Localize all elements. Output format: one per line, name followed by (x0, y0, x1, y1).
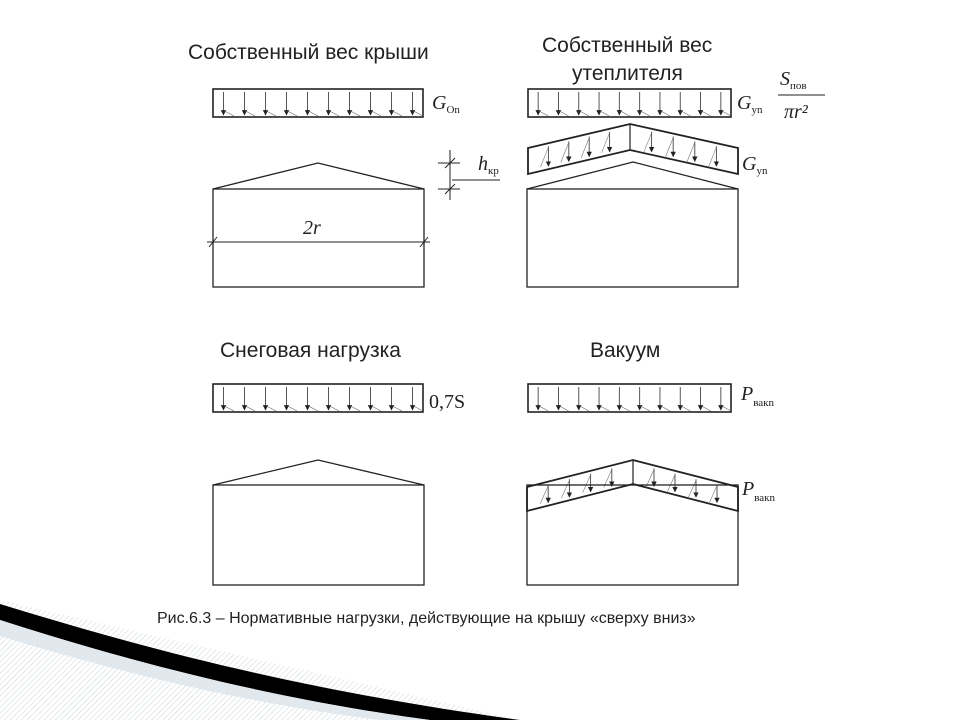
load-tick (620, 406, 629, 411)
load-tick (414, 406, 424, 411)
sloped-diagonal (540, 486, 548, 504)
sloped-diagonal (561, 142, 569, 162)
insulation-slope-label: $G_{уn}$ (742, 153, 768, 177)
vacuum-load-label: $P_{вакn}$ (741, 383, 774, 409)
sloped-diagonal (644, 133, 652, 153)
sloped-diagonal (602, 133, 610, 153)
snow-load-bar (213, 384, 423, 412)
vacuum-slope-label: $P_{вакn}$ (742, 478, 775, 504)
snow-load-label: 0,7S (429, 391, 466, 413)
panel-snow-load (213, 339, 465, 585)
load-tick (661, 406, 670, 411)
load-tick (246, 406, 256, 411)
fraction-denominator: πr² (784, 101, 808, 123)
load-tick (267, 406, 277, 411)
sloped-diagonal (709, 486, 717, 504)
sloped-diagonal (540, 147, 548, 167)
load-tick (309, 406, 319, 411)
load-tick (225, 406, 235, 411)
height-label: $h_{кр}$ (478, 153, 499, 177)
load-tick (288, 406, 298, 411)
load-tick (393, 406, 403, 411)
load-tick (330, 406, 340, 411)
load-tick (580, 406, 589, 411)
load-tick (225, 111, 235, 116)
panel-vacuum-title: Вакуум (590, 339, 661, 362)
load-tick (681, 111, 690, 116)
figure-caption: Рис.6.3 – Нормативные нагрузки, действующие на крышу «сверху вниз» (157, 610, 696, 627)
sloped-diagonal (561, 480, 569, 498)
load-tick (600, 111, 609, 116)
load-tick (539, 111, 548, 116)
load-tick (330, 111, 340, 116)
fraction-numerator: $S_{пов}$ (780, 68, 807, 92)
load-tick (246, 111, 256, 116)
sloped-diagonal (583, 475, 591, 493)
load-tick (681, 406, 690, 411)
load-tick (539, 406, 548, 411)
load-tick (414, 111, 424, 116)
load-tick (309, 111, 319, 116)
load-tick (372, 406, 382, 411)
panel-insulation-title-line2: утеплителя (572, 62, 683, 85)
load-tick (351, 111, 361, 116)
load-tick (722, 406, 731, 411)
roof-load-bar (213, 89, 423, 117)
load-tick (559, 111, 568, 116)
panel-insulation-title-line1: Собственный вес (542, 34, 713, 57)
insulation-load-label: $G_{уn}$ (737, 92, 763, 116)
load-tick (702, 406, 711, 411)
load-tick (372, 111, 382, 116)
sloped-diagonal (581, 138, 589, 158)
sloped-layer-outline (528, 124, 738, 174)
load-tick (702, 111, 711, 116)
sloped-diagonal (665, 138, 673, 158)
load-tick (267, 111, 277, 116)
load-tick (393, 111, 403, 116)
panel-vacuum-load (527, 339, 775, 585)
snow-roof-outline (213, 460, 424, 485)
snow-tank-wall (213, 485, 424, 585)
load-tick (641, 111, 650, 116)
load-tick (641, 406, 650, 411)
load-tick (722, 111, 731, 116)
panel-roof-title: Собственный вес крыши (188, 41, 429, 64)
insulation-tank-wall (527, 189, 738, 287)
panel-roof-weight (188, 41, 500, 287)
load-tick (620, 111, 629, 116)
sloped-diagonal (667, 475, 675, 493)
vacuum-tank-wall (527, 485, 738, 585)
sloped-diagonal (688, 480, 696, 498)
panel-insulation-weight (527, 34, 825, 287)
load-tick (351, 406, 361, 411)
vacuum-load-bar (528, 384, 731, 412)
panel-snow-title: Снеговая нагрузка (220, 339, 401, 362)
load-tick (559, 406, 568, 411)
insulation-sloped-layer (528, 124, 738, 174)
load-tick (288, 111, 298, 116)
load-tick (580, 111, 589, 116)
sloped-diagonal (687, 142, 695, 162)
load-tick (661, 111, 670, 116)
load-tick (600, 406, 609, 411)
sloped-diagonal (708, 147, 716, 167)
insulation-load-bar (528, 89, 731, 117)
diameter-label: 2r (303, 217, 321, 239)
roof-outline (213, 163, 424, 189)
roof-load-label: $G_{Оn}$ (432, 92, 460, 116)
